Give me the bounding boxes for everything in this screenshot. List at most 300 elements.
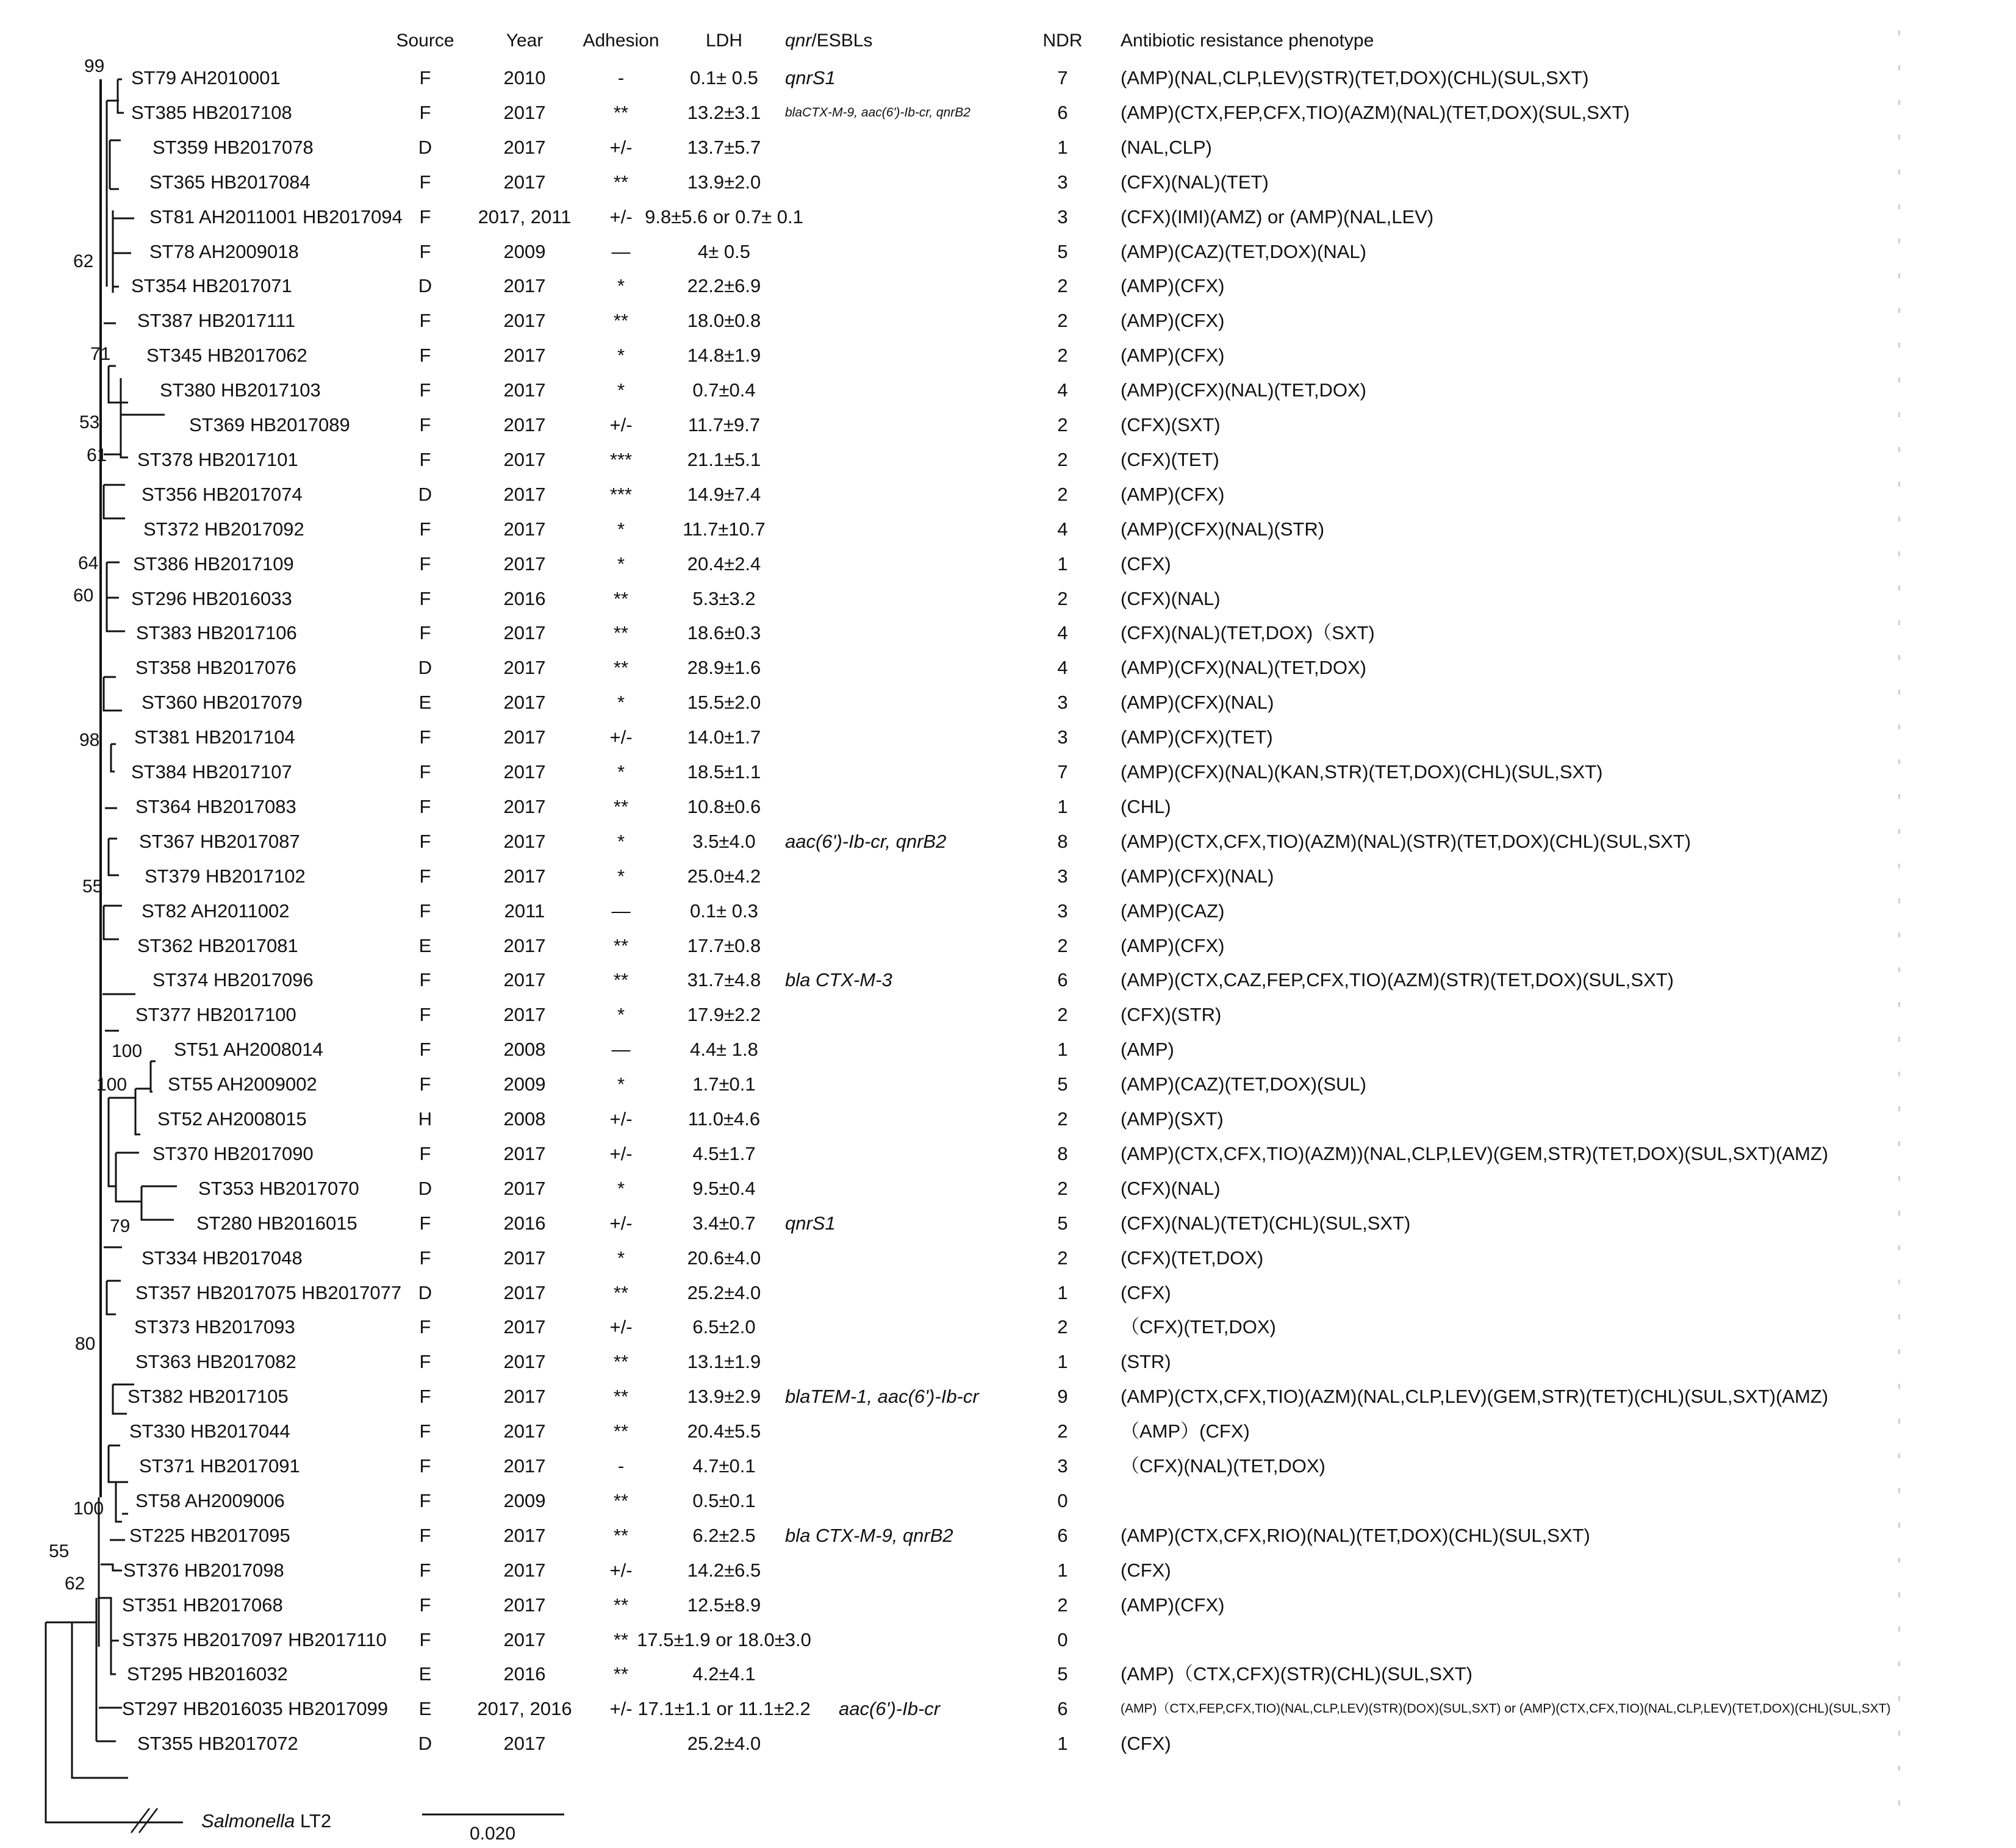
- strain-label: ST330 HB2017044: [129, 1420, 290, 1442]
- header-phenotype: Antibiotic resistance phenotype: [1121, 30, 1374, 51]
- strain-label: ST58 AH2009006: [135, 1490, 285, 1511]
- strain-label: ST371 HB2017091: [139, 1455, 300, 1477]
- strain-label: ST370 HB2017090: [152, 1143, 314, 1164]
- ndr-cell: 2: [1057, 275, 1068, 296]
- adhesion-cell: **: [613, 102, 629, 123]
- source-cell: F: [419, 1247, 431, 1269]
- strain-row: [0, 1037, 2016, 1062]
- strain-row: [0, 760, 2016, 784]
- phenotype-cell: (AMP)(CTX,CFX,TIO)(AZM)(NAL,CLP,LEV)(GEM,STR)(TET)(CHL)(SUL,SXT)(AMZ): [1121, 1386, 1829, 1407]
- source-cell: F: [419, 1004, 431, 1025]
- adhesion-cell: +/-: [609, 137, 633, 158]
- bootstrap-value: 64: [78, 553, 99, 573]
- resistance-gene-cell: aac(6')-Ib-cr, qnrB2: [785, 831, 947, 852]
- phenotype-cell: (CFX): [1121, 1282, 1171, 1303]
- phenotype-cell: (AMP): [1121, 1039, 1174, 1060]
- tick-mark: [1898, 517, 1900, 521]
- year-cell: 2017: [503, 622, 546, 643]
- tick-mark: [1898, 1523, 1900, 1528]
- tick-mark: [1898, 1800, 1900, 1805]
- year-cell: 2017: [503, 137, 546, 158]
- adhesion-cell: +/-: [609, 1698, 633, 1719]
- phenotype-cell: （AMP）(CFX): [1121, 1420, 1250, 1442]
- ldh-cell: 21.1±5.1: [687, 449, 761, 470]
- phenotype-cell: (AMP)(CFX): [1121, 484, 1225, 505]
- ndr-cell: 2: [1057, 310, 1068, 331]
- tick-mark: [1898, 1176, 1900, 1181]
- resistance-gene-cell: blaCTX-M-9, aac(6')-Ib-cr, qnrB2: [785, 106, 970, 120]
- tick-mark: [1898, 1245, 1900, 1250]
- bootstrap-value: 100: [112, 1041, 143, 1061]
- strain-row: [0, 1454, 2016, 1478]
- ndr-cell: 2: [1057, 345, 1068, 366]
- source-cell: D: [418, 484, 432, 505]
- year-cell: 2011: [504, 900, 545, 922]
- source-cell: F: [419, 1525, 431, 1546]
- ndr-cell: 2: [1057, 1178, 1068, 1199]
- source-cell: E: [418, 692, 432, 713]
- ndr-cell: 3: [1057, 865, 1068, 887]
- bootstrap-value: 53: [79, 412, 100, 432]
- strain-label: ST295 HB2016032: [127, 1663, 288, 1685]
- bootstrap-value: 55: [49, 1541, 70, 1561]
- adhesion-cell: *: [617, 275, 625, 296]
- ldh-cell: 13.1±1.9: [687, 1351, 761, 1372]
- ndr-cell: 5: [1057, 241, 1068, 262]
- strain-label: ST345 HB2017062: [146, 345, 307, 366]
- adhesion-cell: *: [617, 761, 625, 783]
- year-cell: 2017: [503, 1282, 546, 1303]
- source-cell: E: [418, 1698, 432, 1719]
- ndr-cell: 5: [1057, 1212, 1068, 1234]
- tick-mark: [1898, 1037, 1900, 1042]
- tick-mark: [1898, 759, 1900, 764]
- strain-label: ST382 HB2017105: [127, 1386, 289, 1407]
- adhesion-cell: ***: [609, 449, 633, 470]
- ldh-cell: 4.2±4.1: [692, 1663, 756, 1685]
- strain-row: [0, 690, 2016, 715]
- ldh-cell: 6.5±2.0: [692, 1316, 756, 1338]
- strain-label: ST78 AH2009018: [149, 241, 299, 262]
- ndr-cell: 2: [1057, 1420, 1068, 1442]
- tick-mark: [1898, 1453, 1900, 1458]
- source-cell: F: [419, 206, 431, 227]
- adhesion-cell: +/-: [609, 1212, 633, 1234]
- year-cell: 2017: [503, 414, 546, 435]
- tick-mark: [1898, 135, 1900, 140]
- strain-label: ST378 HB2017101: [137, 449, 298, 470]
- ldh-cell: 10.8±0.6: [687, 796, 761, 817]
- ndr-cell: 6: [1057, 1525, 1068, 1546]
- phenotype-cell: (AMP)(CTX,FEP,CFX,TIO)(AZM)(NAL)(TET,DOX)(SUL,SXT): [1121, 102, 1630, 123]
- ndr-cell: 4: [1057, 622, 1068, 643]
- source-cell: F: [419, 310, 431, 331]
- strain-row: [0, 795, 2016, 819]
- tick-mark: [1898, 100, 1900, 105]
- strain-label: ST364 HB2017083: [135, 796, 296, 817]
- ldh-cell: 4.4± 1.8: [690, 1039, 758, 1060]
- strain-row: [0, 1176, 2016, 1201]
- source-cell: F: [419, 865, 431, 887]
- source-cell: F: [419, 900, 431, 922]
- phenotype-cell: (AMP)(CFX)(NAL): [1121, 865, 1274, 887]
- adhesion-cell: **: [613, 935, 629, 956]
- header-source: Source: [396, 30, 454, 51]
- ldh-cell: 4.7±0.1: [692, 1455, 756, 1477]
- ndr-cell: 3: [1057, 900, 1068, 922]
- source-cell: F: [419, 969, 431, 990]
- strain-row: [0, 587, 2016, 611]
- adhesion-cell: *: [617, 865, 625, 887]
- strain-label: ST334 HB2017048: [142, 1247, 303, 1269]
- strain-label: ST280 HB2016015: [196, 1212, 357, 1234]
- source-cell: F: [419, 449, 431, 470]
- ndr-cell: 3: [1057, 206, 1068, 227]
- phenotype-cell: (AMP)(SXT): [1121, 1108, 1224, 1130]
- tick-mark: [1898, 1314, 1900, 1319]
- ndr-cell: 2: [1057, 1108, 1068, 1130]
- adhesion-cell: *: [617, 831, 625, 852]
- year-cell: 2017: [503, 553, 546, 575]
- strain-row: [0, 1142, 2016, 1166]
- year-cell: 2017: [503, 1629, 546, 1650]
- bootstrap-value: 98: [79, 730, 100, 750]
- phenotype-cell: (CFX)(SXT): [1121, 414, 1221, 435]
- adhesion-cell: +/-: [609, 414, 633, 435]
- phenotype-cell: (CFX)(NAL)(TET,DOX)（SXT): [1121, 622, 1375, 643]
- strain-row: [0, 1211, 2016, 1236]
- adhesion-cell: **: [613, 1351, 629, 1372]
- phenotype-cell: (AMP)(CAZ): [1121, 900, 1225, 922]
- phenotype-cell: (CFX)(TET): [1121, 449, 1219, 470]
- year-cell: 2010: [503, 67, 546, 88]
- source-cell: H: [418, 1108, 432, 1130]
- phenotype-cell: (AMP)(CFX): [1121, 310, 1225, 331]
- strain-row: [0, 1003, 2016, 1027]
- bootstrap-value: 100: [96, 1075, 127, 1095]
- strain-row: [0, 864, 2016, 889]
- phenotype-cell: (CHL): [1121, 796, 1171, 817]
- strain-row: [0, 205, 2016, 229]
- tick-mark: [1898, 725, 1900, 729]
- phenotype-cell: (CFX)(TET,DOX): [1121, 1247, 1264, 1269]
- ndr-cell: 1: [1057, 553, 1068, 575]
- ldh-cell: 17.1±1.1 or 11.1±2.2: [637, 1698, 811, 1719]
- year-cell: 2017: [503, 310, 546, 331]
- source-cell: F: [419, 1420, 431, 1442]
- phenotype-cell: (AMP)(CTX,CAZ,FEP,CFX,TIO)(AZM)(STR)(TET,DOX)(SUL,SXT): [1121, 969, 1674, 990]
- ldh-cell: 11.0±4.6: [687, 1108, 761, 1130]
- year-cell: 2017: [503, 379, 546, 401]
- ldh-cell: 28.9±1.6: [687, 657, 761, 678]
- year-cell: 2017: [503, 1455, 546, 1477]
- strain-row: [0, 413, 2016, 437]
- adhesion-cell: **: [613, 969, 629, 990]
- ndr-cell: 2: [1057, 1316, 1068, 1338]
- adhesion-cell: *: [617, 553, 625, 575]
- strain-label: ST351 HB2017068: [122, 1594, 283, 1616]
- phenotype-cell: (AMP)(CFX): [1121, 275, 1225, 296]
- year-cell: 2017: [503, 796, 546, 817]
- year-cell: 2017: [503, 657, 546, 678]
- strain-label: ST384 HB2017107: [131, 761, 292, 783]
- ldh-cell: 14.8±1.9: [687, 345, 761, 366]
- source-cell: F: [419, 171, 431, 193]
- ndr-cell: 2: [1057, 1004, 1068, 1025]
- tick-mark: [1898, 1280, 1900, 1284]
- phenotype-cell: (AMP)(CAZ)(TET,DOX)(SUL): [1121, 1073, 1366, 1095]
- phenotype-cell: (AMP)(CFX)(NAL)(TET,DOX): [1121, 657, 1366, 678]
- year-cell: 2017: [503, 1316, 546, 1338]
- tick-mark: [1898, 308, 1900, 313]
- strain-label: ST380 HB2017103: [160, 379, 321, 401]
- year-cell: 2017: [503, 1525, 546, 1546]
- strain-row: [0, 378, 2016, 403]
- strain-label: ST374 HB2017096: [152, 969, 314, 990]
- adhesion-cell: *: [617, 1178, 625, 1199]
- phenotype-cell: (STR): [1121, 1351, 1171, 1372]
- strain-label: ST381 HB2017104: [134, 726, 295, 748]
- strain-label: ST387 HB2017111: [137, 310, 296, 331]
- adhesion-cell: +/-: [609, 1560, 633, 1581]
- phenotype-cell: (AMP)(CFX): [1121, 345, 1225, 366]
- ndr-cell: 0: [1057, 1490, 1068, 1511]
- strain-label: ST81 AH2011001 HB2017094: [149, 206, 403, 227]
- phenotype-cell: (AMP)(CAZ)(TET,DOX)(NAL): [1121, 241, 1366, 262]
- adhesion-cell: **: [613, 622, 629, 643]
- ndr-cell: 5: [1057, 1073, 1068, 1095]
- strain-row: [0, 343, 2016, 368]
- strain-label: ST375 HB2017097 HB2017110: [122, 1629, 387, 1650]
- outgroup-label: Salmonella LT2: [201, 1810, 332, 1832]
- source-cell: F: [419, 1455, 431, 1477]
- tick-mark: [1898, 204, 1900, 209]
- ldh-cell: 25.2±4.0: [687, 1733, 761, 1754]
- source-cell: F: [419, 831, 431, 852]
- ldh-cell: 31.7±4.8: [687, 969, 761, 990]
- bootstrap-value: 100: [73, 1499, 104, 1519]
- ldh-cell: 22.2±6.9: [687, 275, 761, 296]
- year-cell: 2017: [503, 726, 546, 748]
- ndr-cell: 3: [1057, 171, 1068, 193]
- source-cell: F: [419, 102, 431, 123]
- tick-mark: [1898, 1696, 1900, 1701]
- bootstrap-value: 62: [65, 1574, 85, 1594]
- adhesion-cell: **: [613, 1594, 629, 1616]
- phenotype-cell: (CFX)(STR): [1121, 1004, 1222, 1025]
- ndr-cell: 4: [1057, 657, 1068, 678]
- strain-row: [0, 240, 2016, 264]
- ndr-cell: 6: [1057, 969, 1068, 990]
- tick-mark: [1898, 238, 1900, 243]
- tick-mark: [1898, 655, 1900, 660]
- bootstrap-value: 71: [90, 344, 111, 364]
- source-cell: D: [418, 137, 432, 158]
- strain-label: ST354 HB2017071: [131, 275, 292, 296]
- resistance-gene-cell: qnrS1: [785, 1212, 836, 1234]
- phenotype-cell: (CFX)(NAL): [1121, 588, 1221, 609]
- ndr-cell: 1: [1057, 796, 1068, 817]
- tick-mark: [1898, 1349, 1900, 1354]
- source-cell: F: [419, 414, 431, 435]
- ldh-cell: 13.9±2.0: [687, 171, 761, 193]
- year-cell: 2017: [503, 171, 546, 193]
- tick-mark: [1898, 1731, 1900, 1736]
- phenotype-cell: (CFX)(NAL)(TET)(CHL)(SUL,SXT): [1121, 1212, 1411, 1234]
- ldh-cell: 0.5±0.1: [692, 1490, 756, 1511]
- tick-mark: [1898, 1592, 1900, 1597]
- year-cell: 2017: [503, 831, 546, 852]
- tick-mark: [1898, 1766, 1900, 1771]
- strain-label: ST360 HB2017079: [142, 692, 303, 713]
- phenotype-cell: （CFX)(NAL)(TET,DOX): [1121, 1455, 1325, 1477]
- strain-row: [0, 1732, 2016, 1756]
- ndr-cell: 4: [1057, 379, 1068, 401]
- strain-row: [0, 1350, 2016, 1374]
- source-cell: F: [419, 761, 431, 783]
- ndr-cell: 2: [1057, 588, 1068, 609]
- year-cell: 2017: [503, 1594, 546, 1616]
- strain-row: [0, 1697, 2016, 1721]
- ndr-cell: 1: [1057, 137, 1068, 158]
- ldh-cell: 13.7±5.7: [687, 137, 761, 158]
- phenotype-cell: (AMP)(CTX,CFX,RIO)(NAL)(TET,DOX)(CHL)(SUL,SXT): [1121, 1525, 1590, 1546]
- strain-label: ST79 AH2010001: [131, 67, 281, 88]
- source-cell: D: [418, 275, 432, 296]
- strain-row: [0, 274, 2016, 298]
- year-cell: 2016: [503, 588, 546, 609]
- year-cell: 2009: [503, 1490, 546, 1511]
- scale-bar-label: 0.020: [470, 1824, 516, 1844]
- tick-mark: [1898, 1072, 1900, 1076]
- year-cell: 2017: [503, 1386, 546, 1407]
- strain-row: [0, 552, 2016, 576]
- year-cell: 2017: [503, 865, 546, 887]
- resistance-gene-cell: qnrS1: [785, 67, 836, 88]
- source-cell: E: [418, 935, 432, 956]
- strain-label: ST376 HB2017098: [123, 1560, 284, 1581]
- year-cell: 2009: [503, 1073, 546, 1095]
- source-cell: F: [419, 1386, 431, 1407]
- adhesion-cell: **: [613, 1420, 629, 1442]
- tick-mark: [1898, 482, 1900, 487]
- ndr-cell: 3: [1057, 692, 1068, 713]
- tick-mark: [1898, 829, 1900, 834]
- ldh-cell: 20.6±4.0: [687, 1247, 761, 1269]
- strain-row: [0, 1315, 2016, 1339]
- ndr-cell: 2: [1057, 414, 1068, 435]
- phenotype-cell: (NAL,CLP): [1121, 137, 1212, 158]
- phenotype-cell: (CFX): [1121, 1560, 1171, 1581]
- source-cell: F: [419, 796, 431, 817]
- bootstrap-value: 62: [73, 251, 94, 271]
- ldh-cell: 18.0±0.8: [687, 310, 761, 331]
- year-cell: 2017, 2016: [477, 1698, 572, 1719]
- year-cell: 2017: [503, 449, 546, 470]
- year-cell: 2017: [503, 1560, 546, 1581]
- year-cell: 2017: [503, 275, 546, 296]
- year-cell: 2017: [503, 969, 546, 990]
- ndr-cell: 2: [1057, 1247, 1068, 1269]
- tick-mark: [1898, 1661, 1900, 1666]
- strain-row: [0, 1524, 2016, 1548]
- year-cell: 2016: [503, 1663, 546, 1685]
- ldh-cell: 0.1± 0.3: [690, 900, 758, 922]
- strain-label: ST363 HB2017082: [135, 1351, 296, 1372]
- ldh-cell: 15.5±2.0: [687, 692, 761, 713]
- tick-mark: [1898, 1627, 1900, 1631]
- phenotype-cell: (CFX)(NAL)(TET): [1121, 171, 1269, 193]
- strain-label: ST367 HB2017087: [139, 831, 300, 852]
- strain-row: [0, 1558, 2016, 1583]
- year-cell: 2017: [503, 1351, 546, 1372]
- strain-row: [0, 448, 2016, 472]
- ldh-cell: 6.2±2.5: [692, 1525, 756, 1546]
- tick-mark: [1898, 1488, 1900, 1493]
- adhesion-cell: -: [617, 1455, 625, 1477]
- adhesion-cell: *: [617, 1004, 625, 1025]
- strain-row: [0, 101, 2016, 125]
- source-cell: D: [418, 657, 432, 678]
- ldh-cell: 17.7±0.8: [687, 935, 761, 956]
- source-cell: E: [418, 1663, 432, 1685]
- ldh-cell: 17.9±2.2: [687, 1004, 761, 1025]
- phenotype-cell: (CFX)(NAL): [1121, 1178, 1221, 1199]
- bootstrap-value: 79: [110, 1216, 131, 1236]
- strain-label: ST377 HB2017100: [135, 1004, 296, 1025]
- year-cell: 2017: [503, 345, 546, 366]
- year-cell: 2008: [503, 1108, 546, 1130]
- source-cell: F: [419, 622, 431, 643]
- ndr-cell: 7: [1057, 67, 1068, 88]
- year-cell: 2017, 2011: [478, 206, 572, 227]
- ndr-cell: 1: [1057, 1039, 1068, 1060]
- header-ldh: LDH: [705, 30, 743, 51]
- strain-row: [0, 170, 2016, 195]
- year-cell: 2017: [503, 1420, 546, 1442]
- tick-mark: [1898, 933, 1900, 937]
- strain-label: ST82 AH2011002: [142, 900, 290, 922]
- tick-mark: [1898, 551, 1900, 556]
- adhesion-cell: ***: [609, 484, 633, 505]
- source-cell: F: [419, 345, 431, 366]
- adhesion-cell: **: [613, 171, 629, 193]
- phenotype-cell: (AMP)（CTX,CFX)(STR)(CHL)(SUL,SXT): [1121, 1663, 1473, 1685]
- phenotype-cell: (AMP)(CFX)(TET): [1121, 726, 1273, 748]
- bootstrap-value: 55: [82, 876, 103, 897]
- resistance-gene-cell: blaTEM-1, aac(6')-Ib-cr: [785, 1386, 979, 1407]
- source-cell: F: [419, 1490, 431, 1511]
- adhesion-cell: *: [617, 345, 625, 366]
- tick-mark: [1898, 65, 1900, 70]
- tick-mark: [1898, 1211, 1900, 1216]
- ldh-cell: 20.4±2.4: [687, 553, 761, 575]
- year-cell: 2017: [503, 1178, 546, 1199]
- source-cell: F: [419, 726, 431, 748]
- tick-mark: [1898, 690, 1900, 695]
- phenotype-cell: （CFX)(TET,DOX): [1121, 1316, 1276, 1338]
- adhesion-cell: **: [613, 310, 629, 331]
- source-cell: F: [419, 1560, 431, 1581]
- year-cell: 2016: [503, 1212, 546, 1234]
- ldh-cell: 3.5±4.0: [692, 831, 756, 852]
- tick-mark: [1898, 1558, 1900, 1563]
- resistance-gene-cell: aac(6')-Ib-cr: [839, 1698, 941, 1719]
- source-cell: F: [419, 67, 431, 88]
- tick-mark: [1898, 1384, 1900, 1389]
- strain-label: ST358 HB2017076: [135, 657, 296, 678]
- resistance-gene-cell: bla CTX-M-9, qnrB2: [785, 1525, 953, 1546]
